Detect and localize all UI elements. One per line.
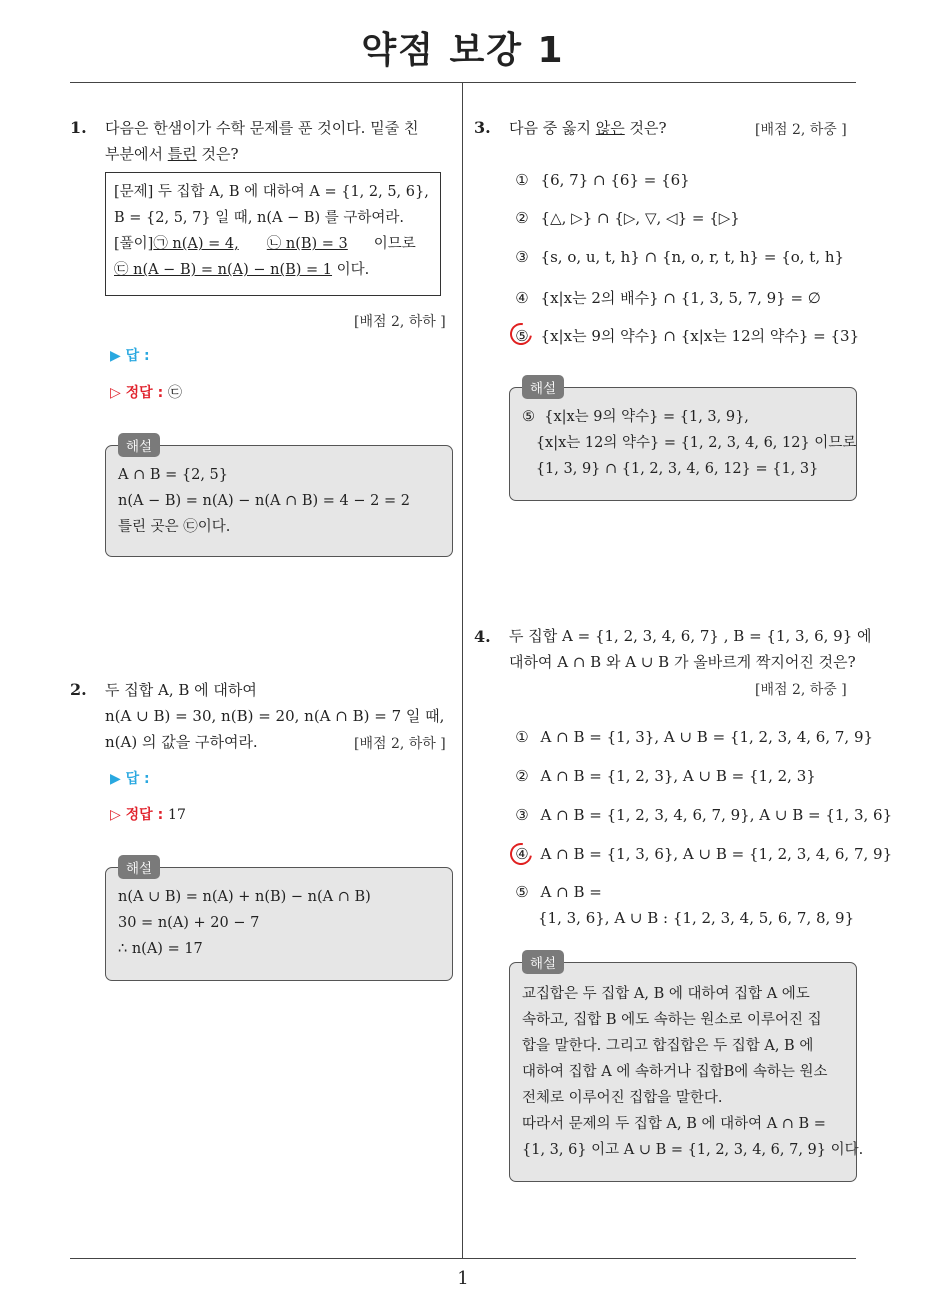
solution-box — [509, 956, 864, 1182]
solution-line: {1, 3, 6} 이고 A ∪ B = {1, 2, 3, 4, 6, 7, 9} 이다. — [522, 1142, 864, 1158]
question-text: 대하여 A ∩ B 와 A ∪ B 가 올바르게 짝지어진 것은? — [509, 653, 856, 671]
question-text: 다음 중 옳지 않은 것은? — [509, 119, 667, 137]
solution-box — [509, 381, 857, 501]
question-text: n(A) 의 값을 구하여라. — [105, 733, 258, 751]
choice-3: ③ {s, o, u, t, h} ∩ {n, o, r, t, h} = {o, t, h} — [515, 248, 845, 266]
choice-5-continued: {1, 3, 6}, A ∪ B : {1, 2, 3, 4, 5, 6, 7, 8, 9} — [538, 909, 855, 927]
choice-4: ④ A ∩ B = {1, 3, 6}, A ∪ B = {1, 2, 3, 4, 6, 7, 9} — [515, 845, 893, 863]
question-number: 4. — [474, 627, 491, 646]
question-text: n(A ∪ B) = 30, n(B) = 20, n(A ∩ B) = 7 일 때, — [105, 707, 445, 725]
solution-box — [105, 861, 453, 981]
solution-line: A ∩ B = {2, 5} — [118, 467, 228, 483]
choice-5: ⑤ A ∩ B = — [515, 883, 602, 901]
solution-line: ∴ n(A) = 17 — [118, 941, 203, 957]
solution-line: 대하여 집합 A 에 속하거나 집합B에 속하는 원소 — [522, 1064, 828, 1080]
solution-line: n(A ∪ B) = n(A) + n(B) − n(A ∩ B) — [118, 889, 371, 905]
problem-line: ㉢ n(A − B) = n(A) − n(B) = 1 이다. — [114, 262, 370, 278]
solution-line: 전체로 이루어진 집합을 말한다. — [522, 1090, 723, 1106]
solution-line: n(A − B) = n(A) − n(A ∩ B) = 4 − 2 = 2 — [118, 493, 410, 509]
solution-tag: 해설 — [522, 375, 564, 399]
answer-label: ▶ 답 : — [110, 348, 150, 364]
question-text: 두 집합 A = {1, 2, 3, 4, 6, 7} , B = {1, 3, 6, 9} 에 — [509, 627, 872, 645]
choice-1: ① A ∩ B = {1, 3}, A ∪ B = {1, 2, 3, 4, 6, 7, 9} — [515, 728, 874, 746]
question-text: 부분에서 틀린 것은? — [105, 145, 239, 163]
problem-line: [문제] 두 집합 A, B 에 대하여 A = {1, 2, 5, 6}, — [114, 184, 429, 200]
score-meta: [배점 2, 하중 ] — [755, 122, 847, 138]
choice-2: ② {△, ▷} ∩ {▷, ▽, ◁} = {▷} — [515, 209, 740, 227]
solution-line: {1, 3, 9} ∩ {1, 2, 3, 4, 6, 12} = {1, 3} — [522, 461, 819, 477]
choice-1: ① {6, 7} ∩ {6} = {6} — [515, 171, 690, 189]
score-meta: [배점 2, 하하 ] — [354, 736, 446, 752]
column-divider — [462, 83, 463, 1259]
score-meta: [배점 2, 하중 ] — [755, 682, 847, 698]
solution-tag: 해설 — [118, 855, 160, 879]
solution-line: ⑤ {x|x는 9의 약수} = {1, 3, 9}, — [522, 409, 749, 425]
problem-line: B = {2, 5, 7} 일 때, n(A − B) 를 구하여라. — [114, 210, 405, 226]
solution-line: 틀린 곳은 ㉢이다. — [118, 519, 231, 535]
bottom-rule — [70, 1258, 856, 1259]
page-title: 약점 보강 1 — [361, 30, 565, 71]
solution-tag: 해설 — [522, 950, 564, 974]
correct-answer: ▷ 정답 : ㉢ — [110, 385, 183, 401]
page-number: 1 — [457, 1268, 469, 1289]
choice-3: ③ A ∩ B = {1, 2, 3, 4, 6, 7, 9}, A ∪ B = {1, 3, 6} — [515, 806, 893, 824]
question-text: 다음은 한샘이가 수학 문제를 푼 것이다. 밑줄 친 — [105, 119, 419, 137]
problem-box — [105, 172, 441, 296]
solution-line: {x|x는 12의 약수} = {1, 2, 3, 4, 6, 12} 이므로 — [522, 435, 857, 451]
answer-label: ▶ 답 : — [110, 771, 150, 787]
question-number: 2. — [70, 680, 87, 699]
solution-line: 따라서 문제의 두 집합 A, B 에 대하여 A ∩ B = — [522, 1116, 826, 1132]
top-rule — [70, 82, 856, 83]
score-meta: [배점 2, 하하 ] — [354, 314, 446, 330]
solution-box — [105, 439, 453, 557]
choice-4: ④ {x|x는 2의 배수} ∩ {1, 3, 5, 7, 9} = ∅ — [515, 289, 821, 307]
question-number: 3. — [474, 118, 491, 137]
solution-line: 합을 말한다. 그리고 합집합은 두 집합 A, B 에 — [522, 1038, 814, 1054]
question-number: 1. — [70, 118, 87, 137]
choice-2: ② A ∩ B = {1, 2, 3}, A ∪ B = {1, 2, 3} — [515, 767, 816, 785]
solution-line: 교집합은 두 집합 A, B 에 대하여 집합 A 에도 — [522, 986, 810, 1002]
solution-line: 속하고, 집합 B 에도 속하는 원소로 이루어진 집 — [522, 1012, 822, 1028]
solution-line: 30 = n(A) + 20 − 7 — [118, 915, 260, 931]
choice-5: ⑤ {x|x는 9의 약수} ∩ {x|x는 12의 약수} = {3} — [515, 327, 860, 345]
problem-line: [풀이]㉠ n(A) = 4, ㉡ n(B) = 3 이므로 — [114, 236, 416, 252]
answer-mark-icon — [506, 839, 537, 870]
solution-tag: 해설 — [118, 433, 160, 457]
question-text: 두 집합 A, B 에 대하여 — [105, 681, 257, 699]
correct-answer: ▷ 정답 : 17 — [110, 807, 186, 823]
